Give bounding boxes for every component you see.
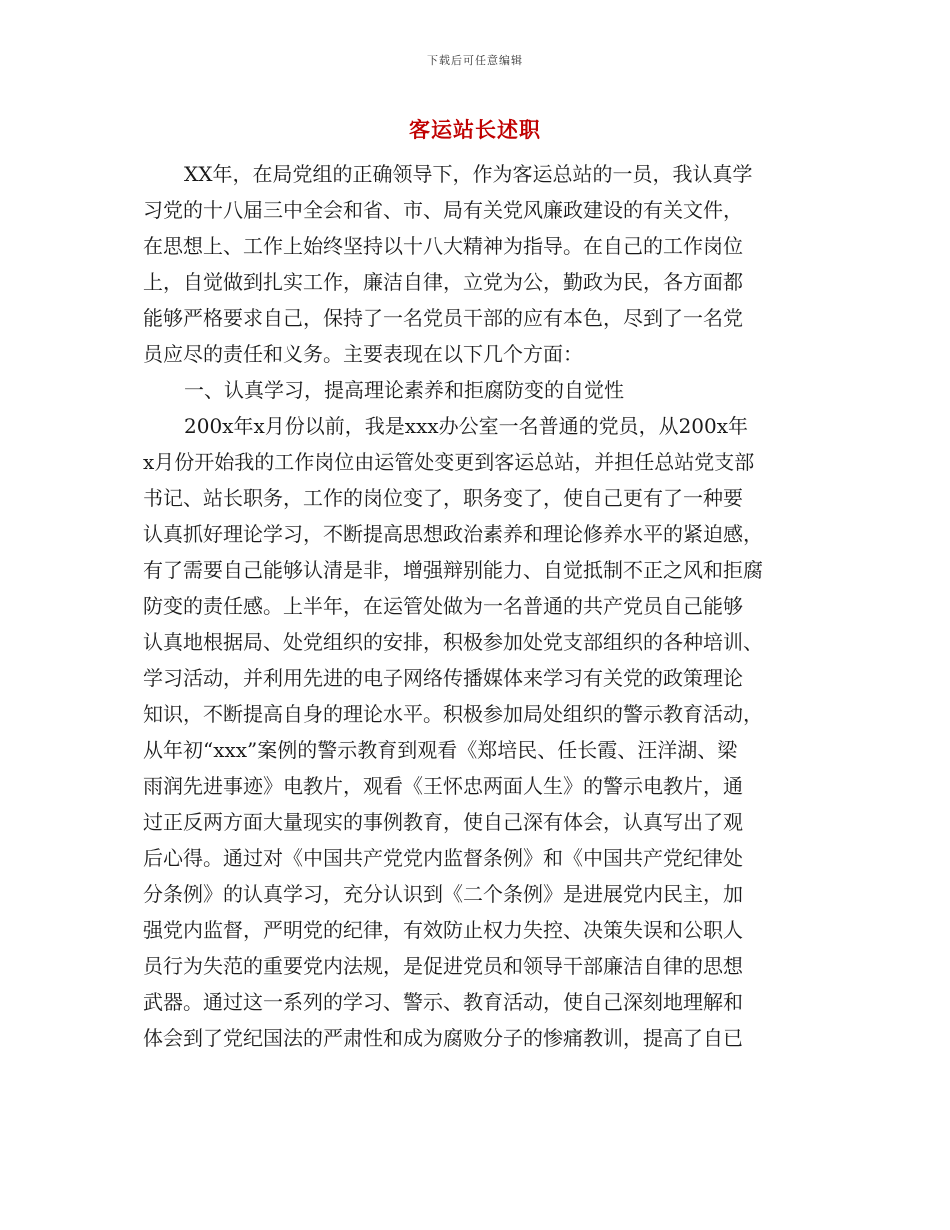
text-line: 从年初“xxx”案例的警示教育到观看《郑培民、任长霞、汪洋湖、梁 [143, 738, 738, 762]
text-line: 武器。通过这一系列的学习、警示、教育活动，使自己深刻地理解和 [143, 990, 743, 1014]
text-line: 习党的十八届三中全会和省、市、局有关党风廉政建设的有关文件， [143, 198, 743, 222]
text-line: XX年，在局党组的正确领导下，作为客运总站的一员，我认真学 [184, 162, 753, 186]
text-line: 过正反两方面大量现实的事例教育，使自己深有体会，认真写出了观 [143, 810, 743, 834]
text-line: 学习活动，并利用先进的电子网络传播媒体来学习有关党的政策理论 [143, 666, 743, 690]
text-line: 上，自觉做到扎实工作，廉洁自律，立党为公，勤政为民，各方面都 [143, 270, 743, 294]
text-line: 有了需要自己能够认清是非，增强辩别能力、自觉抵制不正之风和拒腐 [143, 558, 763, 582]
text-line: 书记、站长职务，工作的岗位变了，职务变了，使自己更有了一种要 [143, 486, 743, 510]
document-title: 客运站长述职 [409, 117, 541, 142]
text-line: 防变的责任感。上半年，在运管处做为一名普通的共产党员自己能够 [143, 594, 743, 618]
text-line: 在思想上、工作上始终坚持以十八大精神为指导。在自己的工作岗位 [143, 234, 743, 258]
text-line: x月份开始我的工作岗位由运管处变更到客运总站，并担任总站党支部 [143, 450, 755, 474]
text-line: 一、认真学习，提高理论素养和拒腐防变的自觉性 [184, 378, 624, 402]
text-line: 认真抓好理论学习，不断提高思想政治素养和理论修养水平的紧迫感， [143, 522, 763, 546]
text-line: 体会到了党纪国法的严肃性和成为腐败分子的惨痛教训，提高了自已 [143, 1026, 743, 1050]
text-line: 认真地根据局、处党组织的安排，积极参加处党支部组织的各种培训、 [143, 630, 763, 654]
text-line: 员行为失范的重要党内法规，是促进党员和领导干部廉洁自律的思想 [143, 954, 743, 978]
text-line: 知识，不断提高自身的理论水平。积极参加局处组织的警示教育活动， [143, 702, 763, 726]
text-line: 能够严格要求自己，保持了一名党员干部的应有本色，尽到了一名党 [143, 306, 743, 330]
text-line: 员应尽的责任和义务。主要表现在以下几个方面： [143, 342, 583, 366]
download-note: 下载后可任意编辑 [427, 54, 523, 67]
text-line: 后心得。通过对《中国共产党党内监督条例》和《中国共产党纪律处 [143, 846, 743, 870]
text-line: 200x年x月份以前，我是xxx办公室一名普通的党员，从200x年 [184, 414, 749, 438]
document-body [143, 156, 813, 1056]
text-line: 强党内监督，严明党的纪律，有效防止权力失控、决策失误和公职人 [143, 918, 743, 942]
text-line: 分条例》的认真学习，充分认识到《二个条例》是进展党内民主，加 [143, 882, 743, 906]
text-line: 雨润先进事迹》电教片，观看《王怀忠两面人生》的警示电教片，通 [143, 774, 743, 798]
